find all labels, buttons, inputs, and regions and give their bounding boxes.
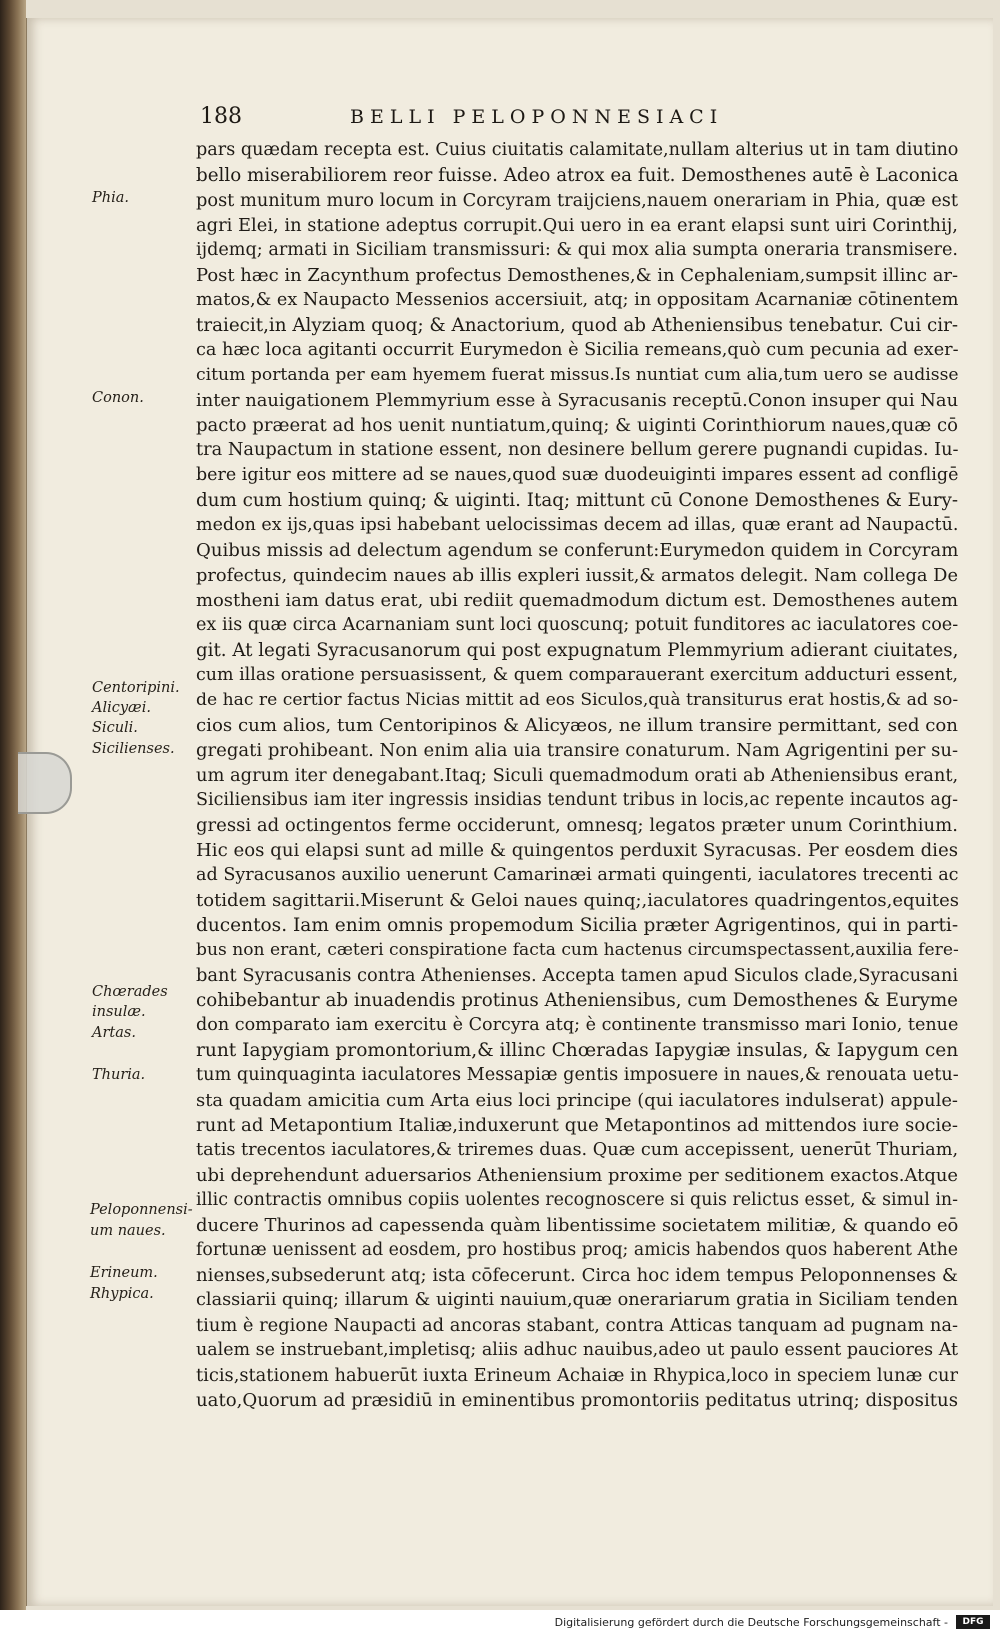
text-line: nienses,subsederunt atq; ista cōfecerunt. Circa hoc idem tempus Peloponnenses &	[196, 1265, 958, 1286]
text-line: cum illas oratione persuasissent, & quem comparauerant exercitum adducturi essent,	[196, 665, 958, 685]
text-line: git. At legati Syracusanorum qui post expugnatum Plemmyrium adierant ciuitates,	[196, 640, 959, 661]
margin-note-um-naues: um naues.	[90, 1223, 166, 1239]
page-marker-tab	[18, 752, 72, 814]
margin-note-centoripini: Centoripini.	[92, 680, 180, 696]
text-line: ca hæc loca agitanti occurrit Eurymedon è Sicilia remeans,quò cum pecunia ad exer-	[196, 340, 959, 360]
text-line: de hac re certior factus Nicias mittit ad eos Siculos,quà transiturus erat hostis,& ad so-	[196, 690, 959, 710]
text-line: classiarii quinq; illarum & uiginti nauium,quæ onerariarum gratia in Siciliam tenden	[196, 1290, 958, 1310]
text-line: ad Syracusanos auxilio uenerunt Camarinæi armati quingenti, iaculatores trecenti ac	[196, 865, 959, 885]
text-line: ticis,stationem habuerūt iuxta Erineum Achaiæ in Rhypica,loco in speciem lunæ cur	[196, 1365, 958, 1386]
text-line: post munitum muro locum in Corcyram traijciens,nauem onerariam in Phia, quæ est	[196, 190, 958, 211]
text-line: illic contractis omnibus copiis uolentes recognoscere si quis relictus esset, & simul in-	[196, 1190, 958, 1210]
text-line: ex iis quæ circa Acarnaniam sunt loci quoscunq; potuit funditores ac iaculatores coe-	[196, 615, 959, 635]
text-line: tra Naupactum in statione essent, non desinere bellum gerere pugnandi cupidas. Iu-	[196, 440, 959, 460]
text-line: fortunæ uenissent ad eosdem, pro hostibus proq; amicis habendos quos haberent Athe	[196, 1240, 958, 1260]
margin-note-erineum: Erineum.	[90, 1265, 158, 1281]
margin-note-choerades: Chœrades	[92, 984, 168, 1000]
text-line: tatis trecentos iaculatores,& triremes duas. Quæ cum accepissent, uenerūt Thuriam,	[196, 1140, 959, 1160]
text-line: mostheni iam datus erat, ubi rediit quemadmodum dictum est. Demosthenes autem	[196, 590, 958, 611]
body-text	[196, 138, 958, 1413]
footer-bar	[0, 1610, 1000, 1636]
text-line: agri Elei, in statione adeptus corrupit.Qui uero in ea erant elapsi sunt uiri Corinthij,	[196, 215, 958, 236]
text-line: Siciliensibus iam iter ingressis insidias tendunt tribus in locis,ac repente incautos ag-	[196, 790, 958, 810]
text-line: traiecit,in Alyziam quoq; & Anactorium, quod ab Atheniensibus tenebatur. Cui cir-	[196, 315, 958, 336]
text-line: bant Syracusanis contra Athenienses. Accepta tamen apud Siculos clade,Syracusani	[196, 965, 959, 986]
text-line: uato,Quorum ad præsidiū in eminentibus promontoriis peditatus utrinq; dispositus	[196, 1390, 958, 1411]
margin-note-alicyaei: Alicyæi.	[92, 700, 151, 716]
margin-note-conon: Conon.	[92, 390, 144, 406]
text-line: cios cum alios, tum Centoripinos & Alicyæos, ne illum transire permittant, sed con	[196, 715, 958, 736]
text-line: cohibebantur ab inuadendis protinus Atheniensibus, cum Demosthenes & Euryme	[196, 990, 958, 1011]
text-line: inter nauigationem Plemmyrium esse à Syracusanis receptū.Conon insuper qui Nau	[196, 390, 959, 411]
running-head-title: BELLI PELOPONNESIACI	[350, 106, 724, 128]
margin-note-artas: Artas.	[92, 1025, 136, 1041]
text-line: ualem se instruebant,impletisq; aliis adhuc nauibus,adeo ut paulo essent pauciores At	[196, 1340, 958, 1360]
margin-note-peloponnensium: Peloponnensi-	[90, 1202, 193, 1218]
margin-note-rhypica: Rhypica.	[90, 1286, 154, 1302]
text-line: tum quinquaginta iaculatores Messapiæ gentis imposuere in naues,& renouata uetu-	[196, 1065, 959, 1085]
text-line: ducere Thurinos ad capessenda quàm libentissime societatem militiæ, & quando eō	[196, 1215, 959, 1236]
text-line: bus non erant, cæteri conspiratione facta cum hactenus circumspectassent,auxilia fere-	[196, 940, 959, 960]
text-line: don comparato iam exercitu è Corcyra atq; è continente transmisso mari Ionio, tenue	[196, 1015, 959, 1035]
text-line: gregati prohibeant. Non enim alia uia transire conaturum. Nam Agrigentini per su-	[196, 740, 959, 761]
text-line: runt Iapygiam promontorium,& illinc Chœradas Iapygiæ insulas, & Iapygum cen	[196, 1040, 959, 1061]
margin-note-sicilienses: Sicilienses.	[92, 741, 175, 757]
dfg-credit-text: Digitalisierung gefördert durch die Deutsche Forschungsgemeinschaft -	[554, 1616, 948, 1629]
text-line: tium è regione Naupacti ad ancoras stabant, contra Atticas tanquam ad pugnam na-	[196, 1315, 958, 1336]
text-line: profectus, quindecim naues ab illis expleri iussit,& armatos delegit. Nam collega De	[196, 565, 958, 586]
text-line: runt ad Metapontium Italiæ,induxerunt que Metapontinos ad mittendos iure socie-	[196, 1115, 958, 1136]
text-line: um agrum iter denegabant.Itaq; Siculi quemadmodum orati ab Atheniensibus erant,	[196, 765, 959, 786]
text-line: medon ex ijs,quas ipsi habebant uelocissimas decem ad illas, quæ erant ad Naupactū.	[196, 515, 959, 535]
text-line: gressi ad octingentos ferme occiderunt, omnesq; legatos præter unum Corinthium.	[196, 815, 958, 836]
margin-note-thuria: Thuria.	[92, 1067, 146, 1083]
text-line: bere igitur eos mittere ad se naues,quod suæ duodeuiginti impares essent ad confligē	[196, 465, 959, 485]
text-line: ducentos. Iam enim omnis propemodum Sicilia præter Agrigentinos, qui in parti-	[196, 915, 959, 936]
text-line: bello miserabiliorem reor fuisse. Adeo atrox ea fuit. Demosthenes autē è Laconica	[196, 165, 959, 186]
text-line: ubi deprehendunt aduersarios Atheniensium proxime per seditionem exactos.Atque	[196, 1165, 958, 1186]
page-number: 188	[200, 104, 242, 129]
text-line: Hic eos qui elapsi sunt ad mille & quingentos perduxit Syracusas. Per eosdem dies	[196, 840, 958, 861]
text-line: ijdemq; armati in Siciliam transmissuri: & qui mox alia sumpta oneraria transmisere.	[196, 240, 958, 260]
margin-note-insulae: insulæ.	[92, 1004, 146, 1020]
margin-note-phia: Phia.	[92, 190, 129, 206]
text-line: totidem sagittarii.Miserunt & Geloi naues quinq;,iaculatores quadringentos,equites	[196, 890, 959, 911]
text-line: citum portanda per eam hyemem fuerat missus.Is nuntiat cum alia,tum uero se audisse	[196, 365, 959, 385]
running-head	[200, 104, 960, 134]
text-line: matos,& ex Naupacto Messenios accersiuit, atq; in oppositam Acarnaniæ cōtinentem	[196, 290, 959, 310]
margin-note-siculi: Siculi.	[92, 720, 138, 736]
dfg-logo: DFG	[956, 1615, 990, 1629]
text-line: dum cum hostium quinq; & uiginti. Itaq; mittunt cū Conone Demosthenes & Eury-	[196, 490, 958, 511]
text-line: Quibus missis ad delectum agendum se conferunt:Eurymedon quidem in Corcyram	[196, 540, 959, 561]
text-line: pacto præerat ad hos uenit nuntiatum,quinq; & uiginti Corinthiorum naues,quæ cō	[196, 415, 958, 436]
text-line: Post hæc in Zacynthum profectus Demosthenes,& in Cephaleniam,sumpsit illinc ar-	[196, 265, 959, 286]
text-line: sta quadam amicitia cum Arta eius loci principe (qui iaculatores indulserat) appule-	[196, 1090, 958, 1111]
text-line: pars quædam recepta est. Cuius ciuitatis calamitate,nullam alterius ut in tam diutino	[196, 140, 959, 160]
